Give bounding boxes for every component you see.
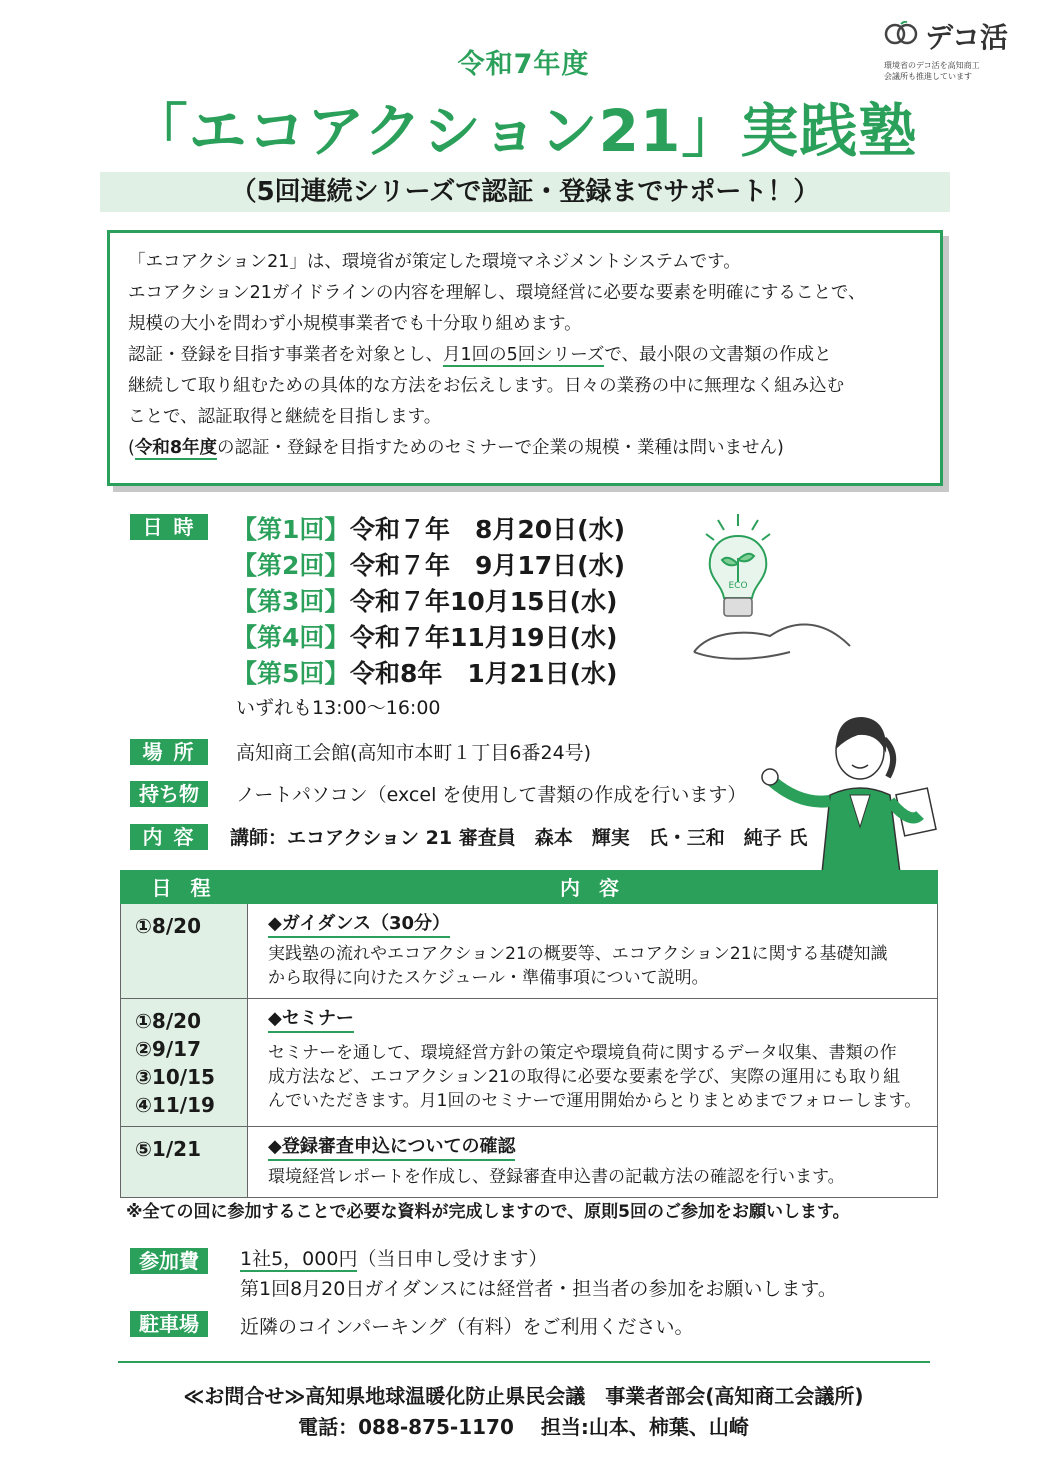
row-dates: ①8/20 — [121, 904, 248, 999]
schedule-table — [120, 870, 938, 1198]
parking-value: 近隣のコインパーキング（有料）をご利用ください。 — [240, 1316, 694, 1338]
contact-line-2: 電話：088-875-1170 担当:山本、柿葉、山崎 — [298, 1415, 749, 1439]
row-content: ◆登録審査申込についての確認 環境経営レポートを作成し、登録審査申込書の記載方法の確認を行います。 — [248, 1127, 938, 1198]
session-5: 【第5回】令和8年 1月21日(水) — [232, 659, 618, 688]
label-parking: 駐車場 — [130, 1311, 208, 1337]
table-header-date: 日 程 — [121, 871, 248, 904]
session-4: 【第4回】令和７年11月19日(水) — [232, 623, 618, 652]
intro-line-1: 「エコアクション21」は、環境省が策定した環境マネジメントシステムです。 — [128, 252, 741, 272]
session-3: 【第3回】令和７年10月15日(水) — [232, 587, 618, 616]
contact-line-1: ≪お問合せ≫高知県地球温暖化防止県民会議 事業者部会(高知商工会議所) — [183, 1384, 864, 1408]
label-venue: 場 所 — [130, 739, 208, 765]
row-content: ◆セミナー セミナーを通して、環境経営方針の策定や環境負荷に関するデータ収集、書類の作 成方法など、エコアクション21の取得に必要な要素を学び、実際の運用にも取り組 んでいただきます。月1回のセミナーで運用開始からとりまとめまでフォローします。 — [248, 999, 938, 1127]
row-dates: ⑤1/21 — [121, 1127, 248, 1198]
logo-note-1: 環境省のデコ活を高知商工 — [884, 61, 980, 70]
fee-value: 1社5，000円（当日申し受けます） — [240, 1248, 548, 1270]
logo-text: デコ活 — [925, 21, 1008, 54]
venue-value: 高知商工会館(高知市本町１丁目6番24号) — [236, 742, 592, 764]
content-value: 講師：エコアクション 21 審査員 森本 輝実 氏・三和 純子 氏 — [230, 827, 808, 849]
intro-line-2: エコアクション21ガイドラインの内容を理解し、環境経営に必要な要素を明確にすることで、 — [128, 283, 866, 303]
session-1: 【第1回】令和７年 8月20日(水) — [232, 515, 626, 544]
intro-line-4: 認証・登録を目指す事業者を対象とし、月1回の5回シリーズで、最小限の文書類の作成と — [128, 345, 832, 365]
table-row — [121, 999, 938, 1127]
title-year: 令和7年度 — [457, 49, 590, 80]
label-fee: 参加費 — [130, 1248, 208, 1274]
table-row — [121, 904, 938, 999]
table-row — [121, 1127, 938, 1198]
intro-line-5: 継続して取り組むための具体的な方法をお伝えします。日々の業務の中に無理なく組み込む — [128, 376, 845, 396]
intro-box — [107, 230, 943, 486]
table-note: ※全ての回に参加することで必要な資料が完成しますので、原則5回のご参加をお願いします。 — [126, 1202, 850, 1222]
divider — [118, 1361, 930, 1363]
intro-line-7: (令和8年度の認証・登録を目指すためのセミナーで企業の規模・業種は問いません) — [128, 438, 784, 458]
row-dates: ①8/20 ②9/17 ③10/15 ④11/19 — [121, 999, 248, 1127]
intro-highlight-series: 月1回の5回シリーズ — [443, 345, 605, 365]
fee-note: 第1回8月20日ガイダンスには経営者・担当者の参加をお願いします。 — [240, 1278, 837, 1300]
bring-value: ノートパソコン（excel を使用して書類の作成を行います） — [236, 784, 747, 806]
title-banner: （5回連続シリーズで認証・登録までサポート！） — [100, 172, 950, 212]
logo-note-2: 会議所も推進しています — [884, 72, 972, 81]
time-note: いずれも13:00～16:00 — [236, 697, 441, 719]
bulb-eco-text: ECO — [728, 581, 748, 591]
eco-bulb-hand-illustration — [690, 512, 855, 672]
label-bring: 持ち物 — [130, 781, 208, 807]
table-header-content: 内 容 — [248, 871, 938, 904]
label-datetime: 日 時 — [130, 514, 208, 540]
label-content: 内 容 — [130, 824, 208, 850]
intro-line-3: 規模の大小を問わず小規模事業者でも十分取り組めます。 — [128, 314, 582, 334]
row-content: ◆ガイダンス（30分） 実践塾の流れやエコアクション21の概要等、エコアクション21に関する基礎知識 から取得に向けたスケジュール・準備事項について説明。 — [248, 904, 938, 999]
page-title: 「エコアクション21」実践塾 — [129, 97, 918, 165]
intro-line-6: ことで、認証取得と継続を目指します。 — [128, 407, 442, 427]
session-2: 【第2回】令和７年 9月17日(水) — [232, 551, 626, 580]
intro-highlight-year: 令和8年度 — [134, 438, 218, 458]
